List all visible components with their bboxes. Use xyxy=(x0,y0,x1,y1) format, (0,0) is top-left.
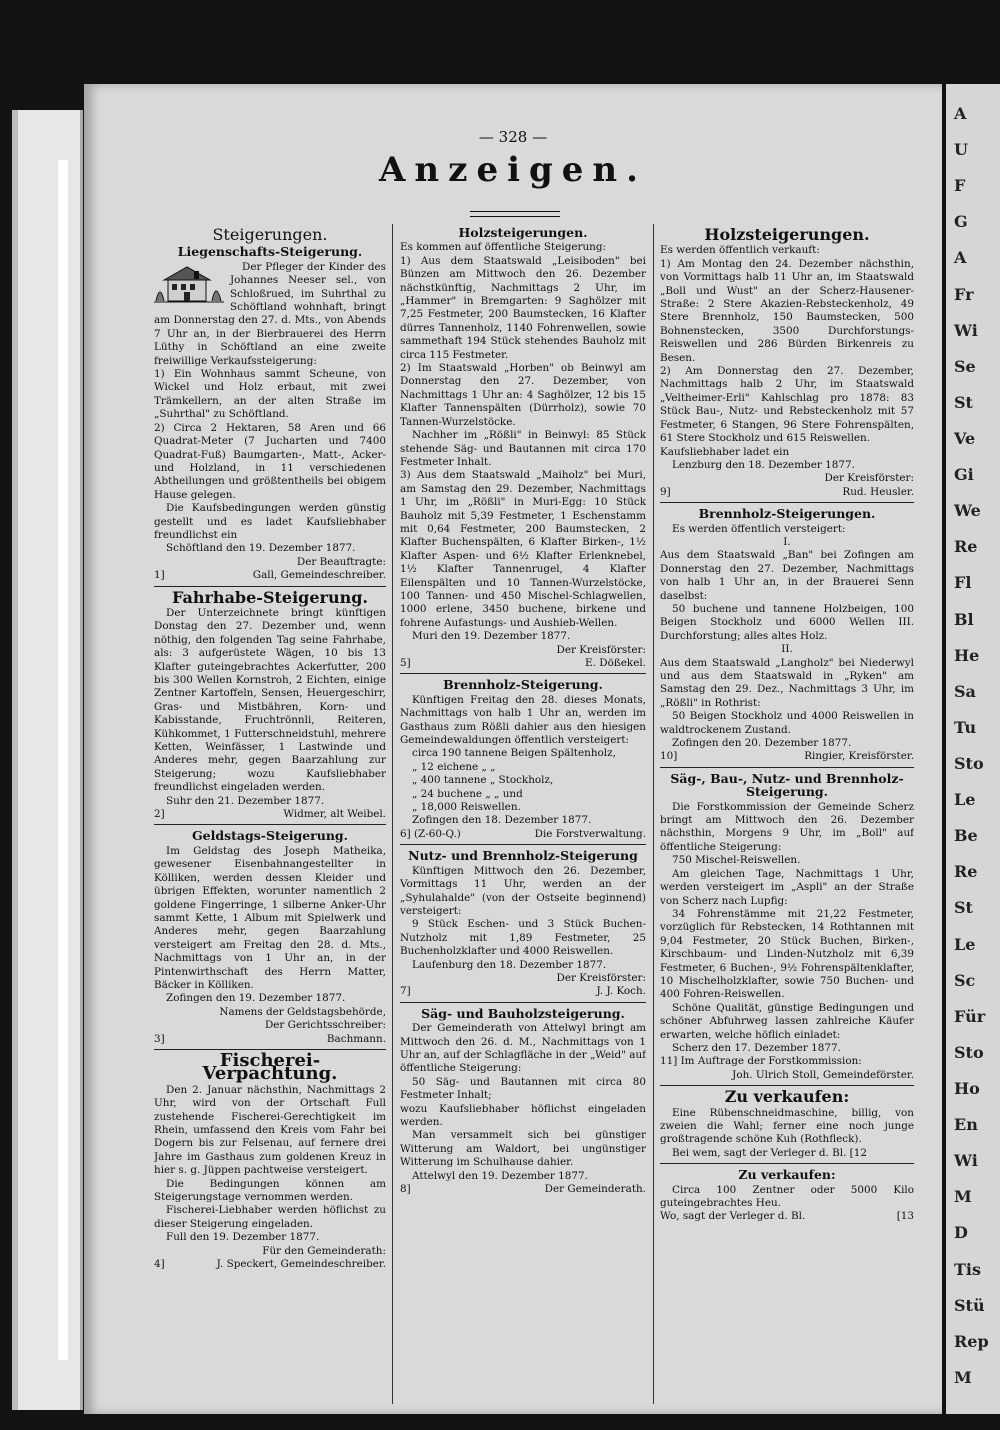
ad-number: 10] xyxy=(660,750,678,763)
ad-body: Aus dem Staatswald „Ban" bei Zofingen am Donnerstag den 27. Dezember, Nachmittags von halb 1 Uhr an, in der Brauerei Senn daselbst: xyxy=(660,549,914,602)
ad-separator xyxy=(400,673,646,674)
column-middle xyxy=(400,224,646,1410)
ad-holzsteigerungen-lenzburg xyxy=(660,225,914,503)
ad-number: 1] xyxy=(154,569,165,582)
adjacent-page-text-fragment: He xyxy=(954,645,980,665)
ad-signer: Rud. Heusler. xyxy=(842,485,914,498)
ad-title: Brennholz-Steigerung. xyxy=(443,677,603,693)
ad-title: Zu verkaufen: xyxy=(724,1087,850,1107)
ad-separator xyxy=(660,1085,914,1086)
adjacent-page-text-fragment: M xyxy=(954,1367,972,1387)
ad-body: Eine Rübenschneidmaschine, billig, von zweien die Wahl; ferner eine noch junge großtragende schöne Kuh (Rothfleck). xyxy=(660,1106,914,1146)
ad-body: Der Unterzeichnete bringt künftigen Donstag den 27. Dezember und, wenn nöthig, den folgenden Tag seine Fahrhabe, als: 3 aufgerüstete Wägen, 10 bis 13 Klafter guteingebrachtes Ackerfutter, 200 bis 300 Wellen Kornstroh, 2 Eichten, einige Zentner Kartoffeln, Sensen, Heuergeschirr, Gras- und Mistbähren, Korn- und Kabisstande, Fruchtrönnli, Reiteren, Kühkommet, 1 Futterschneidstuhl, mehrere Ketten, Weinfässer, 1 Lastwinde und Anderes mehr, gegen Baarzahlung zur Steigerung; wozu Kaufsliebhaber freundlichst eingeladen werden. xyxy=(154,606,386,794)
ad-invite: Kaufsliebhaber ladet ein xyxy=(660,445,790,458)
ad-title: Fahrhabe-Steigerung. xyxy=(172,587,368,607)
ad-place-date: Scherz den 17. Dezember 1877. xyxy=(672,1041,841,1054)
ad-place-date: Lenzburg den 18. Dezember 1877. xyxy=(672,458,855,471)
ad-number: 8] xyxy=(400,1183,411,1196)
ad-body: Man versammelt sich bei günstiger Witterung am Waldort, bei ungünstiger Witterung im Schulhause dahier. xyxy=(400,1129,646,1169)
ad-title: Holzsteigerungen. xyxy=(704,225,870,244)
adjacent-page-text-fragment: Ho xyxy=(954,1079,980,1098)
ad-body: Am gleichen Tage, Nachmittags 1 Uhr, werden versteigert im „Aspli" an der Straße von Scherz nach Lupfig: xyxy=(660,867,914,907)
ad-signer: J. J. Koch. xyxy=(596,985,646,998)
adjacent-page-text-fragment: Sto xyxy=(954,1042,984,1062)
adjacent-page-text-fragment: G xyxy=(954,212,968,232)
adjacent-page-text-fragment: Wi xyxy=(954,320,978,340)
ad-conditions: Die Kaufsbedingungen werden günstig gestellt und es ladet Kaufsliebhaber freundlichst ein xyxy=(154,502,386,541)
column-divider-1 xyxy=(392,224,393,1404)
adjacent-page-text-fragment: Fr xyxy=(954,284,974,304)
adjacent-page-text-fragment: A xyxy=(954,104,967,123)
ad-number: 9] xyxy=(660,485,671,498)
section-steigerungen xyxy=(154,225,386,244)
adjacent-page-text-fragment: Le xyxy=(954,934,976,954)
ad-body: 50 Säg- und Bautannen mit circa 80 Festmeter Inhalt; xyxy=(400,1075,646,1102)
ad-title: Nutz- und Brennholz-Steigerung xyxy=(408,848,638,864)
ad-where: Bei wem, sagt der Verleger d. Bl. [12 xyxy=(672,1146,867,1159)
section-heading: Steigerungen. xyxy=(212,225,328,244)
ad-number: 6] (Z-60-Q.) xyxy=(400,827,461,840)
ad-title: Liegenschafts-Steigerung. xyxy=(177,244,363,260)
ad-body: Aus dem Staatswald „Langholz" bei Niederwyl und aus dem Staatswald in „Ryken" am Samstag den 29. Dez., Nachmittags 3 Uhr, im „Rößli" in Rothrist: xyxy=(660,656,914,709)
ad-saeg-bauholz-attelwyl xyxy=(400,1007,646,1197)
ad-number-line: 11] Im Auftrage der Forstkommission: xyxy=(660,1055,862,1068)
ad-place-date: Zofingen den 18. Dezember 1877. xyxy=(412,814,592,827)
ad-roman-numeral: I. xyxy=(783,535,791,548)
adjacent-page-text-fragment: Tu xyxy=(954,717,977,737)
ad-body: Die Forstkommission der Gemeinde Scherz bringt am Mittwoch den 26. Dezember nächsthin, Morgens 9 Uhr, im „Boll" auf öffentliche Steigerung: xyxy=(660,800,914,853)
ad-nutz-brennholz-laufenburg xyxy=(400,849,646,1002)
ad-intro: Es werden öffentlich versteigert: xyxy=(672,522,846,535)
ad-place-date: Zofingen den 20. Dezember 1877. xyxy=(672,737,852,750)
ad-item: 2) Circa 2 Hektaren, 58 Aren und 66 Quadrat-Meter (7 Jucharten und 7400 Quadrat-Fuß) Baumgarten-, Matt-, Acker- und Holzland, in 11 verschiedenen Abtheilungen und größtentheils bei obigem Hause gelegen. xyxy=(154,421,386,501)
ad-number: [13 xyxy=(896,1210,914,1223)
newspaper-page xyxy=(84,84,942,1414)
ad-place-date: Schöftland den 19. Dezember 1877. xyxy=(166,542,356,555)
ad-body: Fischerei-Liebhaber werden höflichst zu dieser Steigerung eingeladen. xyxy=(154,1204,386,1230)
ad-fahrhabe-steigerung xyxy=(154,587,386,826)
adjacent-page-text-fragment: Re xyxy=(954,862,978,882)
adjacent-page-text-fragment: Se xyxy=(954,356,976,376)
ad-where: Wo, sagt der Verleger d. Bl. xyxy=(660,1210,806,1223)
ad-title: Säg- und Bauholzsteigerung. xyxy=(421,1005,625,1021)
adjacent-page-text-fragment: Sto xyxy=(954,754,984,773)
adjacent-page-text-fragment: Be xyxy=(954,826,978,846)
ad-body: Künftigen Freitag den 28. dieses Monats, Nachmittags von halb 1 Uhr an, werden im Gasthaus zum Rößli dahier aus den hiesigen Gemeindewaldungen öffentlich versteigert: xyxy=(400,693,646,747)
ad-body: 50 buchene und tannene Holzbeigen, 100 Beigen Stockholz und 6000 Wellen III. Durchforstung; alles altes Holz. xyxy=(660,602,914,642)
ad-place-date: Laufenburg den 18. Dezember 1877. xyxy=(412,958,607,971)
ad-zu-verkaufen-2 xyxy=(660,1168,914,1224)
ad-signer-role: Der Kreisförster: xyxy=(824,472,914,485)
adjacent-page-text-fragment: M xyxy=(954,1187,972,1207)
book-back-pages xyxy=(18,110,83,1410)
ad-place-date: Full den 19. Dezember 1877. xyxy=(166,1231,320,1244)
ad-saeg-bau-nutz-scherz xyxy=(660,772,914,1086)
ad-holzsteigerungen-muri xyxy=(400,226,646,674)
ad-number: 3] xyxy=(154,1032,165,1045)
ad-signer-role: Der Kreisförster: xyxy=(556,971,646,984)
ad-signer: E. Dößekel. xyxy=(585,657,646,669)
ad-item: 2) Im Staatswald „Horben" ob Beinwyl am Donnerstag den 27. Dezember, von Nachmittags 1 Uhr an: 4 Saghölzer, 12 bis 15 Klafter Tannenspälten (Dürrholz), sowie 70 Tannen-Wurzelstöcke. xyxy=(400,362,646,428)
adjacent-page-text-fragment: A xyxy=(954,248,967,268)
adjacent-page-text-fragment: Gi xyxy=(954,465,974,485)
adjacent-page-text-fragment: Sa xyxy=(954,681,976,701)
adjacent-page-text-fragment: Rep xyxy=(954,1331,989,1351)
ad-title: Fischerei-Verpachtung. xyxy=(202,1049,338,1085)
ad-title: Geldstags-Steigerung. xyxy=(191,828,349,844)
ad-list-line: circa 190 tannene Beigen Spältenholz, xyxy=(412,747,616,760)
ad-title: Holzsteigerungen. xyxy=(458,225,588,240)
ad-item: 2) Am Donnerstag den 27. Dezember, Nachmittags halb 2 Uhr, im Staatswald „Veltheimer-Erli" Kahlschlag pro 1878: 83 Stück Bau-, Nutz- und Rebsteckenholz mit 57 Festmeter, 6 Stangen, 96 Stere Fohrenspälten, 61 Stere Stockholz und 615 Reiswellen. xyxy=(660,365,914,445)
adjacent-page-text-fragment: Bl xyxy=(954,609,974,629)
adjacent-page-text-fragment: Tis xyxy=(954,1259,981,1279)
ad-place-date: Zofingen den 19. Dezember 1877. xyxy=(166,992,346,1005)
ad-signer: J. Speckert, Gemeindeschreiber. xyxy=(216,1258,386,1271)
ad-body: 50 Beigen Stockholz und 4000 Reiswellen in waldtrockenem Zustand. xyxy=(660,710,914,736)
ad-signer: Die Forstverwaltung. xyxy=(534,827,646,840)
ad-list-line: „ 400 tannene „ Stockholz, xyxy=(412,774,554,787)
ad-body: 34 Fohrenstämme mit 21,22 Festmeter, vorzüglich für Rebstecken, 14 Rothtannen mit 9,04 Festmeter, 20 Stück Buchen, Birken-, Kirschbaum- und Linden-Nutzholz mit 6,39 Festmeter, 6 Buchen-, 9½ Fohrenspältenklafter, 10 Mischelholzklafter, sowie 750 Buchen- und 400 Fohren-Reiswellen. xyxy=(660,907,914,1001)
ad-body: Im Geldstag des Joseph Matheika, gewesener Eisenbahnangestellter in Kölliken, werden dessen Kleider und übrigen Effekten, worunter namentlich 2 goldene Fingerringe, 1 silberne Anker-Uhr sammt Kette, 1 Album mit Spielwerk und Anderes mehr, gegen Baarzahlung versteigert am Freitag den 28. d. Mts., Nachmittags von 1 Uhr an, in der Pintenwirthschaft des Herrn Matter, Bäcker in Kölliken. xyxy=(154,844,386,991)
ad-item: 1) Ein Wohnhaus sammt Scheune, von Wickel und Holz erbaut, mit zwei Trämkellern, an der alten Straße im „Suhrthal" zu Schöftland. xyxy=(154,368,386,421)
ad-body: Schöne Qualität, günstige Bedingungen und schöner Abfuhrweg lassen zahlreiche Käufer erwarten, welche höflich einladet: xyxy=(660,1001,914,1041)
ad-list-line: „ 24 buchene „ „ und xyxy=(412,787,523,800)
ad-title: Zu verkaufen: xyxy=(738,1167,836,1183)
ad-separator xyxy=(660,767,914,768)
column-right xyxy=(660,224,914,1410)
ad-separator xyxy=(154,586,386,587)
ad-geldstags-steigerung xyxy=(154,829,386,1050)
ad-signer: Der Gemeinderath. xyxy=(544,1183,646,1196)
ad-separator xyxy=(400,844,646,845)
adjacent-page-text-fragment: We xyxy=(954,501,981,521)
ad-signer-role: Der Gerichtsschreiber: xyxy=(264,1019,386,1032)
book-spine-edge xyxy=(58,160,68,1360)
ad-signer: Gall, Gemeindeschreiber. xyxy=(252,569,386,582)
ad-place-date: Attelwyl den 19. Dezember 1877. xyxy=(412,1169,588,1182)
house-illustration xyxy=(154,263,224,305)
ad-on-behalf: Namens der Geldstagsbehörde, xyxy=(219,1005,386,1018)
adjacent-page-text-fragment: St xyxy=(954,392,973,412)
ad-body: Der Gemeinderath von Attelwyl bringt am Mittwoch den 26. d. M., Nachmittags von 1 Uhr an, auf der Schlagfläche in der „Weid" auf öffentliche Steigerung: xyxy=(400,1022,646,1075)
ad-body: 9 Stück Eschen- und 3 Stück Buchen-Nutzholz mit 1,89 Festmeter, 25 Buchenholzklafter und 4000 Reiswellen. xyxy=(400,918,646,958)
column-left xyxy=(154,224,386,1410)
adjacent-page-text-fragment: Für xyxy=(954,1006,986,1026)
adjacent-page-text-fragment: St xyxy=(954,898,973,918)
ad-item: Nachher im „Rößli" in Beinwyl: 85 Stück stehende Säg- und Bautannen mit circa 170 Festmeter Inhalt. xyxy=(400,429,646,468)
adjacent-page-text-fragment: En xyxy=(954,1115,978,1135)
ad-signer-role: Der Beauftragte: xyxy=(296,555,386,568)
ad-body: Den 2. Januar nächsthin, Nachmittags 2 Uhr, wird von der Ortschaft Full zustehende Fischerei-Gerechtigkeit im Rhein, umfassend den Kreis vom Fahr bei Dogern bis zur Felsenau, auf fernere drei Jahre im Gasthaus zum goldenen Kreuz in hier s. g. Jüppen pachtweise versteigert. xyxy=(154,1083,386,1177)
page-number: — 328 — xyxy=(478,128,548,146)
ad-item: 1) Aus dem Staatswald „Leisiboden" bei Bünzen am Mittwoch den 26. Dezember nächstkünftig, Nachmittags 2 Uhr, im „Hammer" in Bremgarten: 9 Saghölzer mit 7,25 Festmeter, 200 Baumstecken, 16 Klafter dürres Tannenholz, 1140 Fohrenwellen, sowie sammethaft 194 Stück stehendes Bauholz mit circa 115 Festmeter. xyxy=(400,254,646,361)
adjacent-page-fragment xyxy=(946,84,1000,1414)
ad-intro: Es werden öffentlich verkauft: xyxy=(660,244,820,257)
adjacent-page-text-fragment: Ve xyxy=(954,429,976,448)
page-title: Anzeigen. xyxy=(379,150,647,190)
ad-title: Säg-, Bau-, Nutz- und Brennholz-Steigerung. xyxy=(670,770,904,800)
ad-number: 2] xyxy=(154,808,165,821)
ad-body: wozu Kaufsliebhaber höflichst eingeladen werden. xyxy=(400,1102,646,1128)
ad-signer: Ringier, Kreisförster. xyxy=(804,750,914,763)
ad-roman-numeral: II. xyxy=(781,643,793,656)
column-divider-2 xyxy=(653,224,654,1404)
ad-on-behalf: Für den Gemeinderath: xyxy=(262,1244,386,1257)
ad-body: Der Pfleger der Kinder des Johannes Neeser sel., von Schloßrued, im Suhrthal zu Schöftland wohnhaft, bringt am Donnerstag den 27. d. Mts., von Abends 7 Uhr an, in der Bierbrauerei des Herrn Lüthy in Schöftland an eine zweite freiwillige Verkaufssteigerung: xyxy=(154,260,386,367)
ad-liegenschafts-steigerung xyxy=(154,245,386,586)
ad-body: Circa 100 Zentner oder 5000 Kilo guteingebrachtes Heu. xyxy=(660,1183,914,1210)
adjacent-page-text-fragment: Sc xyxy=(954,970,976,990)
ad-signer: Joh. Ulrich Stoll, Gemeindeförster. xyxy=(732,1068,914,1081)
adjacent-page-text-fragment: Le xyxy=(954,790,976,810)
title-ornament xyxy=(470,211,560,217)
ad-item: 1) Am Montag den 24. Dezember nächsthin, von Vormittags halb 11 Uhr an, im Staatswald „Boll und Wust" an der Scherz-Hausener-Straße: 2 Stere Akazien-Rebsteckenholz, 49 Stere Brennholz, 150 Baumstecken, 500 Bohnenstecken, 3500 Durchforstungs-Reiswellen und 286 Bürden Birkenreis zu Besen. xyxy=(660,257,914,364)
ad-place-date: Muri den 19. Dezember 1877. xyxy=(412,630,571,643)
ad-body: Künftigen Mittwoch den 26. Dezember, Vormittags 11 Uhr, werden an der „Syhulahalde" (von der Ostseite beginnend) versteigert: xyxy=(400,864,646,917)
ad-list-line: „ 12 eichene „ „ xyxy=(412,760,496,773)
adjacent-page-text-fragment: Fl xyxy=(954,573,972,593)
ad-list-line: „ 18,000 Reiswellen. xyxy=(412,801,521,814)
ad-separator xyxy=(660,502,914,503)
ad-place-date: Suhr den 21. Dezember 1877. xyxy=(166,794,325,807)
adjacent-page-text-fragment: Re xyxy=(954,537,978,557)
ad-zu-verkaufen-1 xyxy=(660,1087,914,1164)
ad-separator xyxy=(154,824,386,825)
ad-signer-role: Der Kreisförster: xyxy=(556,643,646,656)
ad-intro: Es kommen auf öffentliche Steigerung: xyxy=(400,241,606,254)
ad-signer: Bachmann. xyxy=(326,1032,386,1045)
ad-signer: Widmer, alt Weibel. xyxy=(283,808,386,821)
ad-title: Brennholz-Steigerungen. xyxy=(698,506,876,522)
ad-separator xyxy=(400,1002,646,1003)
ad-brennholz-steigerungen-zofingen xyxy=(660,507,914,768)
adjacent-page-text-fragment: D xyxy=(954,1223,968,1243)
ad-body: Die Bedingungen können am Steigerungstage vernommen werden. xyxy=(154,1177,386,1204)
ad-brennholz-zofingen xyxy=(400,678,646,845)
ad-number: 5] xyxy=(400,657,411,669)
ad-fischerei-verpachtung xyxy=(154,1049,386,1272)
ad-number: 4] xyxy=(154,1258,165,1271)
adjacent-page-text-fragment: U xyxy=(954,140,968,160)
adjacent-page-text-fragment: Stü xyxy=(954,1295,985,1315)
adjacent-page-text-fragment: F xyxy=(954,176,966,196)
ad-number: 7] xyxy=(400,985,411,998)
ad-separator xyxy=(660,1163,914,1164)
adjacent-page-text-fragment: Wi xyxy=(954,1151,978,1171)
ad-item: 3) Aus dem Staatswald „Maiholz" bei Muri, am Samstag den 29. Dezember, Nachmittags 1 Uhr, im „Rößli" in Muri-Egg: 10 Stück Bauholz mit 5,39 Festmeter, 1 Eschenstamm mit 0,64 Festmeter, 200 Baumstecken, 2 Klafter Buchenspälten, 6 Klafter Birken-, 1½ Klafter Aspen- und 6½ Klafter Erlenknebel, 1½ Klafter Tannenrugel, 4 Klafter Eilenspälten und 10 Tannen-Wurzelstöcke, 100 Tannen- und 450 Mischel-Schlagwellen, 1000 erlene, 3450 buchene, birkene und fohrene Aufastungs- und Aushieb-Wellen. xyxy=(400,469,646,629)
ad-body: 750 Mischel-Reiswellen. xyxy=(672,854,801,867)
